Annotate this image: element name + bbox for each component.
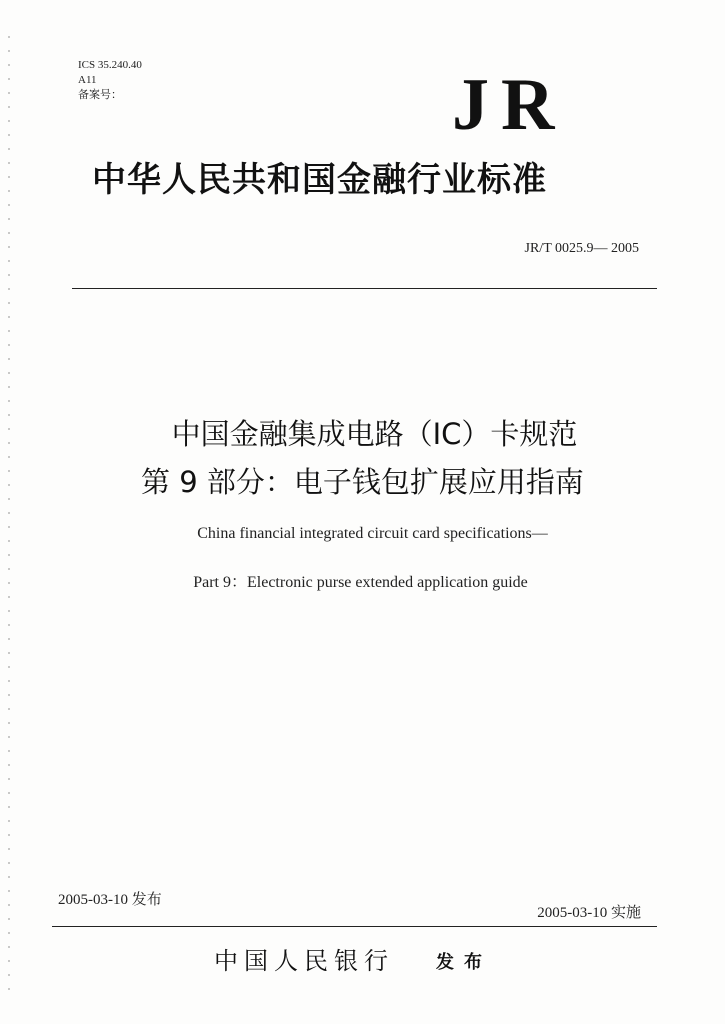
publisher-name: 中国人民银行 xyxy=(214,947,394,975)
standard-number: JR/T 0025.9— 2005 xyxy=(524,241,639,256)
top-divider xyxy=(72,288,657,289)
english-title-line-1: China financial integrated circuit card specifications— xyxy=(197,525,548,542)
english-title-line-2: Part 9：Electronic purse extended application guide xyxy=(193,574,528,591)
issue-date: 2005-03-10 发布 xyxy=(58,892,162,908)
implementation-date: 2005-03-10 实施 xyxy=(537,905,641,921)
binding-margin-dots xyxy=(8,30,10,990)
ccs-code: A11 xyxy=(78,74,97,86)
jr-logo: JR xyxy=(452,64,567,146)
chinese-title-line-2: 第 9 部分：电子钱包扩展应用指南 xyxy=(141,465,584,499)
publisher-action: 发布 xyxy=(436,952,492,973)
bottom-divider xyxy=(52,926,657,927)
ics-code: ICS 35.240.40 xyxy=(78,59,142,71)
standard-category-title: 中华人民共和国金融行业标准 xyxy=(92,160,547,200)
chinese-title-line-1: 中国金融集成电路（IC）卡规范 xyxy=(171,417,578,451)
filing-number-label: 备案号： xyxy=(78,89,122,101)
classification-block xyxy=(78,58,142,103)
